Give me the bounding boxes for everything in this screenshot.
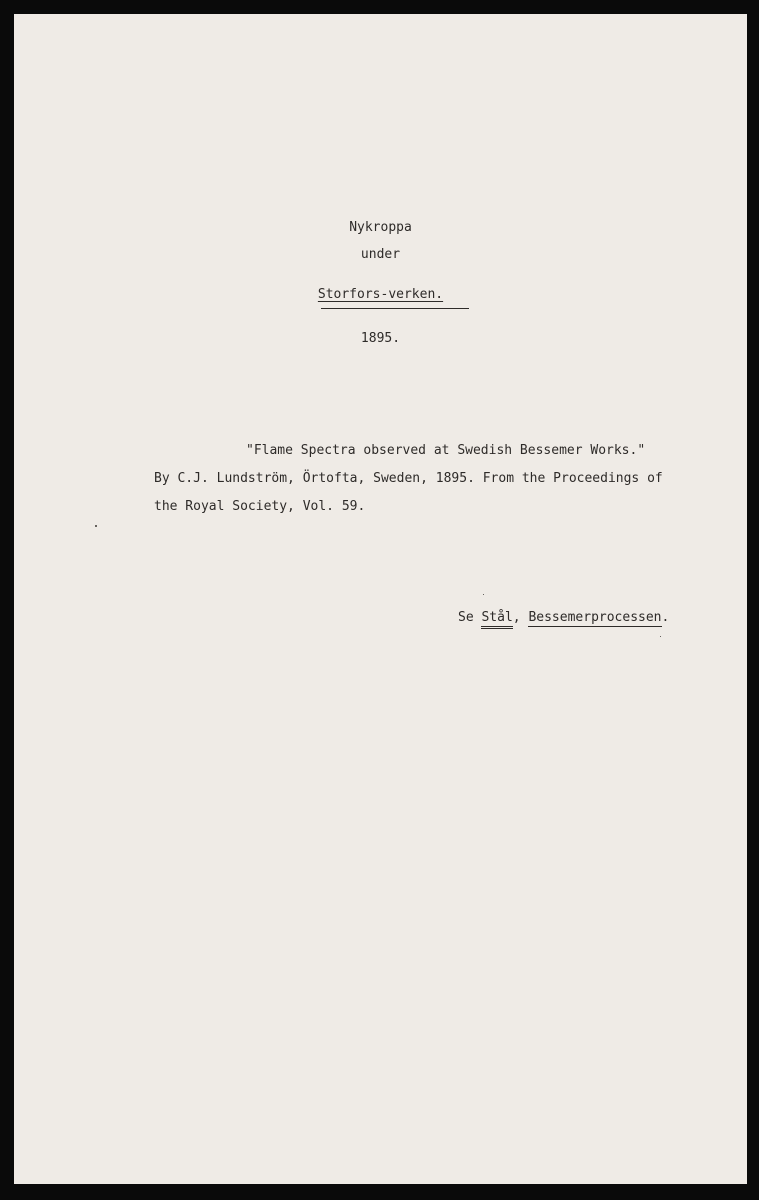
paper-speck: [95, 525, 97, 527]
place-name: Nykroppa: [349, 220, 412, 235]
reference-suffix: .: [661, 610, 670, 625]
reference-term-bessemer: Bessemerprocessen: [528, 610, 662, 625]
article-source-line: the Royal Society, Vol. 59.: [154, 499, 366, 514]
header-year: 1895.: [360, 331, 401, 346]
paper-speck: [660, 636, 661, 637]
paper-speck: [483, 594, 484, 595]
document-page: [14, 14, 747, 1184]
cross-reference: [458, 610, 669, 626]
reference-term-stal: Stål: [481, 610, 512, 629]
article-title: "Flame Spectra observed at Swedish Bessemer Works.": [246, 443, 646, 458]
works-name: Storfors-verken.: [317, 287, 444, 302]
under-label: under: [360, 247, 401, 262]
reference-separator: ,: [512, 610, 521, 625]
header-rule: [321, 308, 469, 309]
article-author-line: By C.J. Lundström, Örtofta, Sweden, 1895. From the Proceedings of: [154, 471, 663, 486]
reference-prefix: Se: [458, 610, 474, 625]
